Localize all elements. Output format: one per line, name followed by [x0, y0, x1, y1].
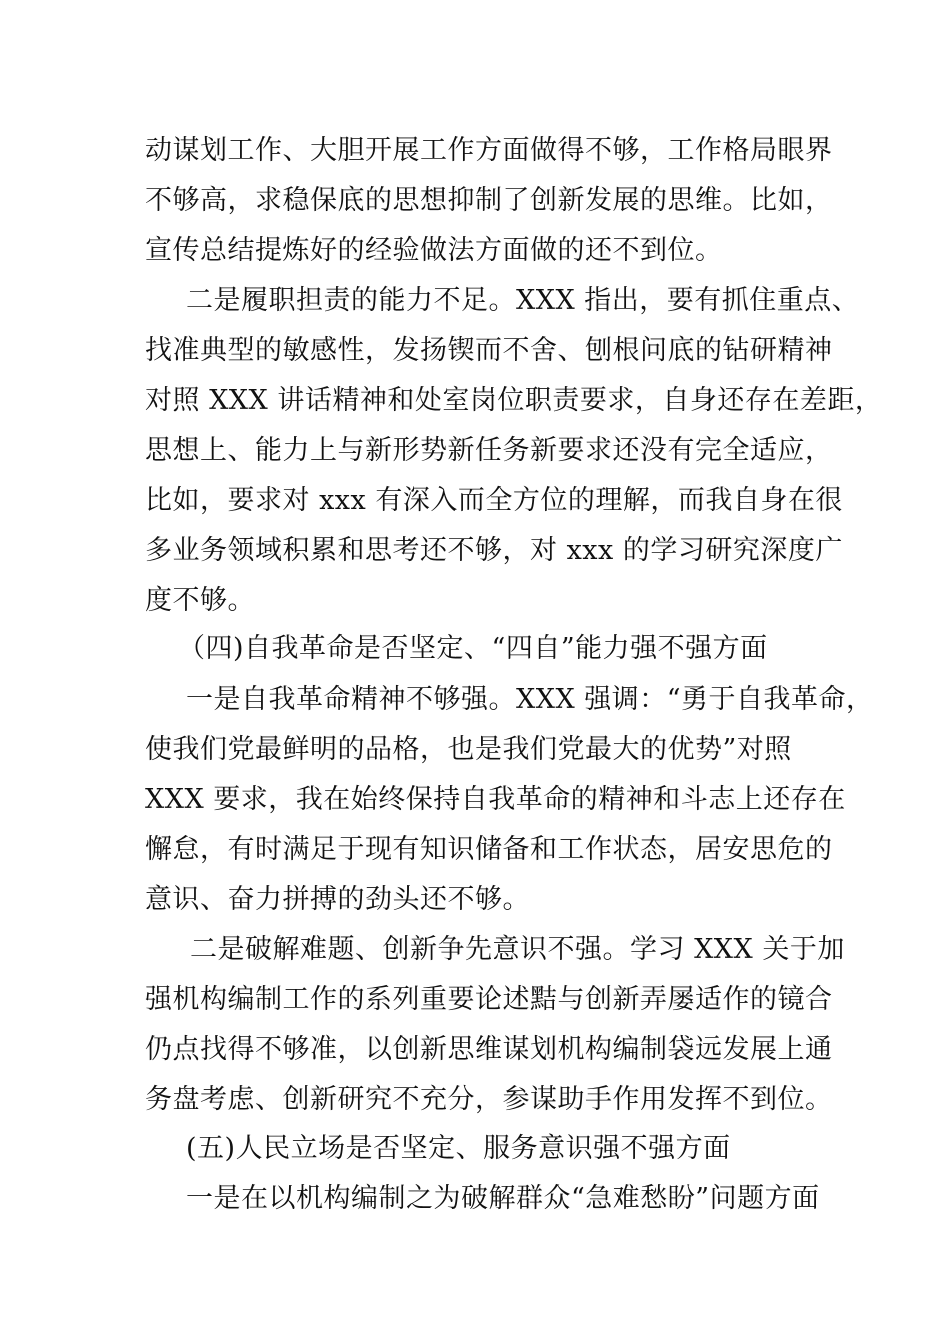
- section-heading: (五)人民立场是否坚定、服务意识强不强方面: [186, 1133, 731, 1164]
- text-line: 度不够。: [145, 585, 255, 616]
- text-line: 懈怠，有时满足于现有知识储备和工作状态，居安思危的: [145, 834, 833, 865]
- text-line: 多业务领域积累和思考还不够，对 xxx 的学习研究深度广: [145, 535, 843, 566]
- text-line: 思想上、能力上与新形势新任务新要求还没有完全适应，: [145, 435, 833, 466]
- text-line: 仍点找得不够准，以创新思维谋划机构编制袋远发展上通: [145, 1034, 833, 1065]
- text-line: 二是履职担责的能力不足。XXX 指出，要有抓住重点、: [186, 285, 860, 316]
- text-line: 宣传总结提炼好的经验做法方面做的还不到位。: [145, 235, 723, 266]
- text-line: 意识、奋力拼搏的劲头还不够。: [145, 884, 530, 915]
- text-line: 找准典型的敏感性，发扬锲而不舍、刨根问底的钻研精神: [145, 335, 833, 366]
- text-line: XXX 要求，我在始终保持自我革命的精神和斗志上还存在: [145, 784, 846, 815]
- text-line: 使我们党最鲜明的品格，也是我们党最大的优势”对照: [145, 734, 792, 765]
- text-line: 对照 XXX 讲话精神和处室岗位职责要求，自身还存在差距，: [145, 385, 883, 416]
- text-line: 一是在以机构编制之为破解群众“急难愁盼”问题方面: [186, 1183, 820, 1214]
- text-line: 比如，要求对 xxx 有深入而全方位的理解，而我自身在很: [145, 485, 843, 516]
- text-line: 一是自我革命精神不够强。XXX 强调：“勇于自我革命，: [186, 684, 874, 715]
- text-line: 务盘考虑、创新研究不充分，参谋助手作用发挥不到位。: [145, 1084, 833, 1115]
- text-line: 二是破解难题、创新争先意识不强。学习 XXX 关于加: [190, 934, 845, 965]
- text-line: 不够高，求稳保底的思想抑制了创新发展的思维。比如，: [145, 185, 833, 216]
- text-line: 强机构编制工作的系列重要论述黠与创新弄屡适作的镜合: [145, 984, 833, 1015]
- section-heading: （四)自我革命是否坚定、“四自”能力强不强方面: [178, 633, 768, 664]
- text-line: 动谋划工作、大胆开展工作方面做得不够，工作格局眼界: [145, 135, 833, 166]
